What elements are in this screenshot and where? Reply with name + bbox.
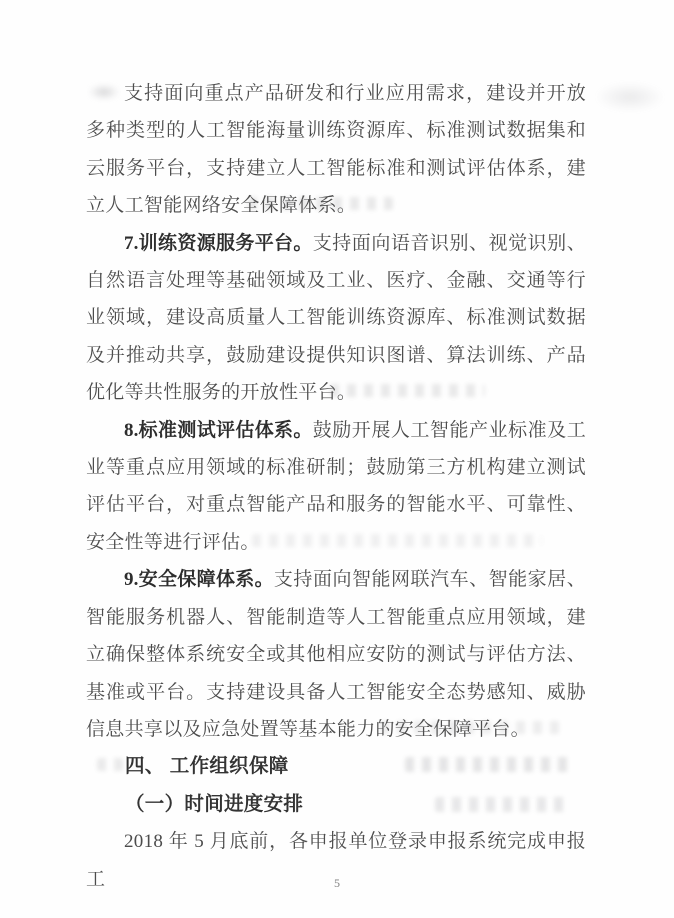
paragraph-item-8-heading: 8.标准测试评估体系。 bbox=[124, 419, 313, 441]
paragraph-item-7-text: 支持面向语音识别、视觉识别、自然语言处理等基础领域及工业、医疗、金融、交通等行业领域，建设高质量人工智能训练资源库、标准测试数据及并推动共享，鼓励建设提供知识图谱、算法训练、产品优化等共性服务的开放性平台。 bbox=[86, 232, 586, 404]
section-heading: 四、 工作组织保障 bbox=[125, 756, 289, 778]
paragraph-item-7-heading: 7.训练资源服务平台。 bbox=[124, 232, 313, 254]
paragraph-item-8-text: 鼓励开展人工智能产业标准及工业等重点应用领域的标准研制；鼓励第三方机构建立测试评估平台，对重点智能产品和服务的智能水平、可靠性、安全性等进行评估。 bbox=[86, 419, 586, 553]
paragraph-item-8 bbox=[86, 412, 586, 562]
paragraph-intro-text: 支持面向重点产品研发和行业应用需求，建设并开放多种类型的人工智能海量训练资源库、标准测试数据集和云服务平台，支持建立人工智能标准和测试评估体系，建立人工智能网络安全保障体系。 bbox=[86, 83, 586, 217]
paragraph-closing-text: 2018 年 5 月底前，各申报单位登录申报系统完成申报工 bbox=[86, 831, 586, 890]
paragraph-intro bbox=[86, 75, 586, 225]
subsection-heading: （一）时间进度安排 bbox=[125, 793, 304, 815]
page-content bbox=[86, 75, 586, 898]
scan-noise-artifact bbox=[595, 82, 665, 112]
paragraph-item-9-text: 支持面向智能网联汽车、智能家居、智能服务机器人、智能制造等人工智能重点应用领域，建立确保整体系统安全或其他相应安防的测试与评估方法、基准或平台。支持建设具备人工智能安全态势感知、威胁信息共享以及应急处置等基本能力的安全保障平台。 bbox=[86, 569, 586, 740]
page-number: 5 bbox=[334, 876, 340, 890]
paragraph-item-9-heading: 9.安全保障体系。 bbox=[124, 569, 274, 591]
paragraph-item-9 bbox=[86, 561, 586, 748]
paragraph-item-7 bbox=[86, 225, 586, 412]
